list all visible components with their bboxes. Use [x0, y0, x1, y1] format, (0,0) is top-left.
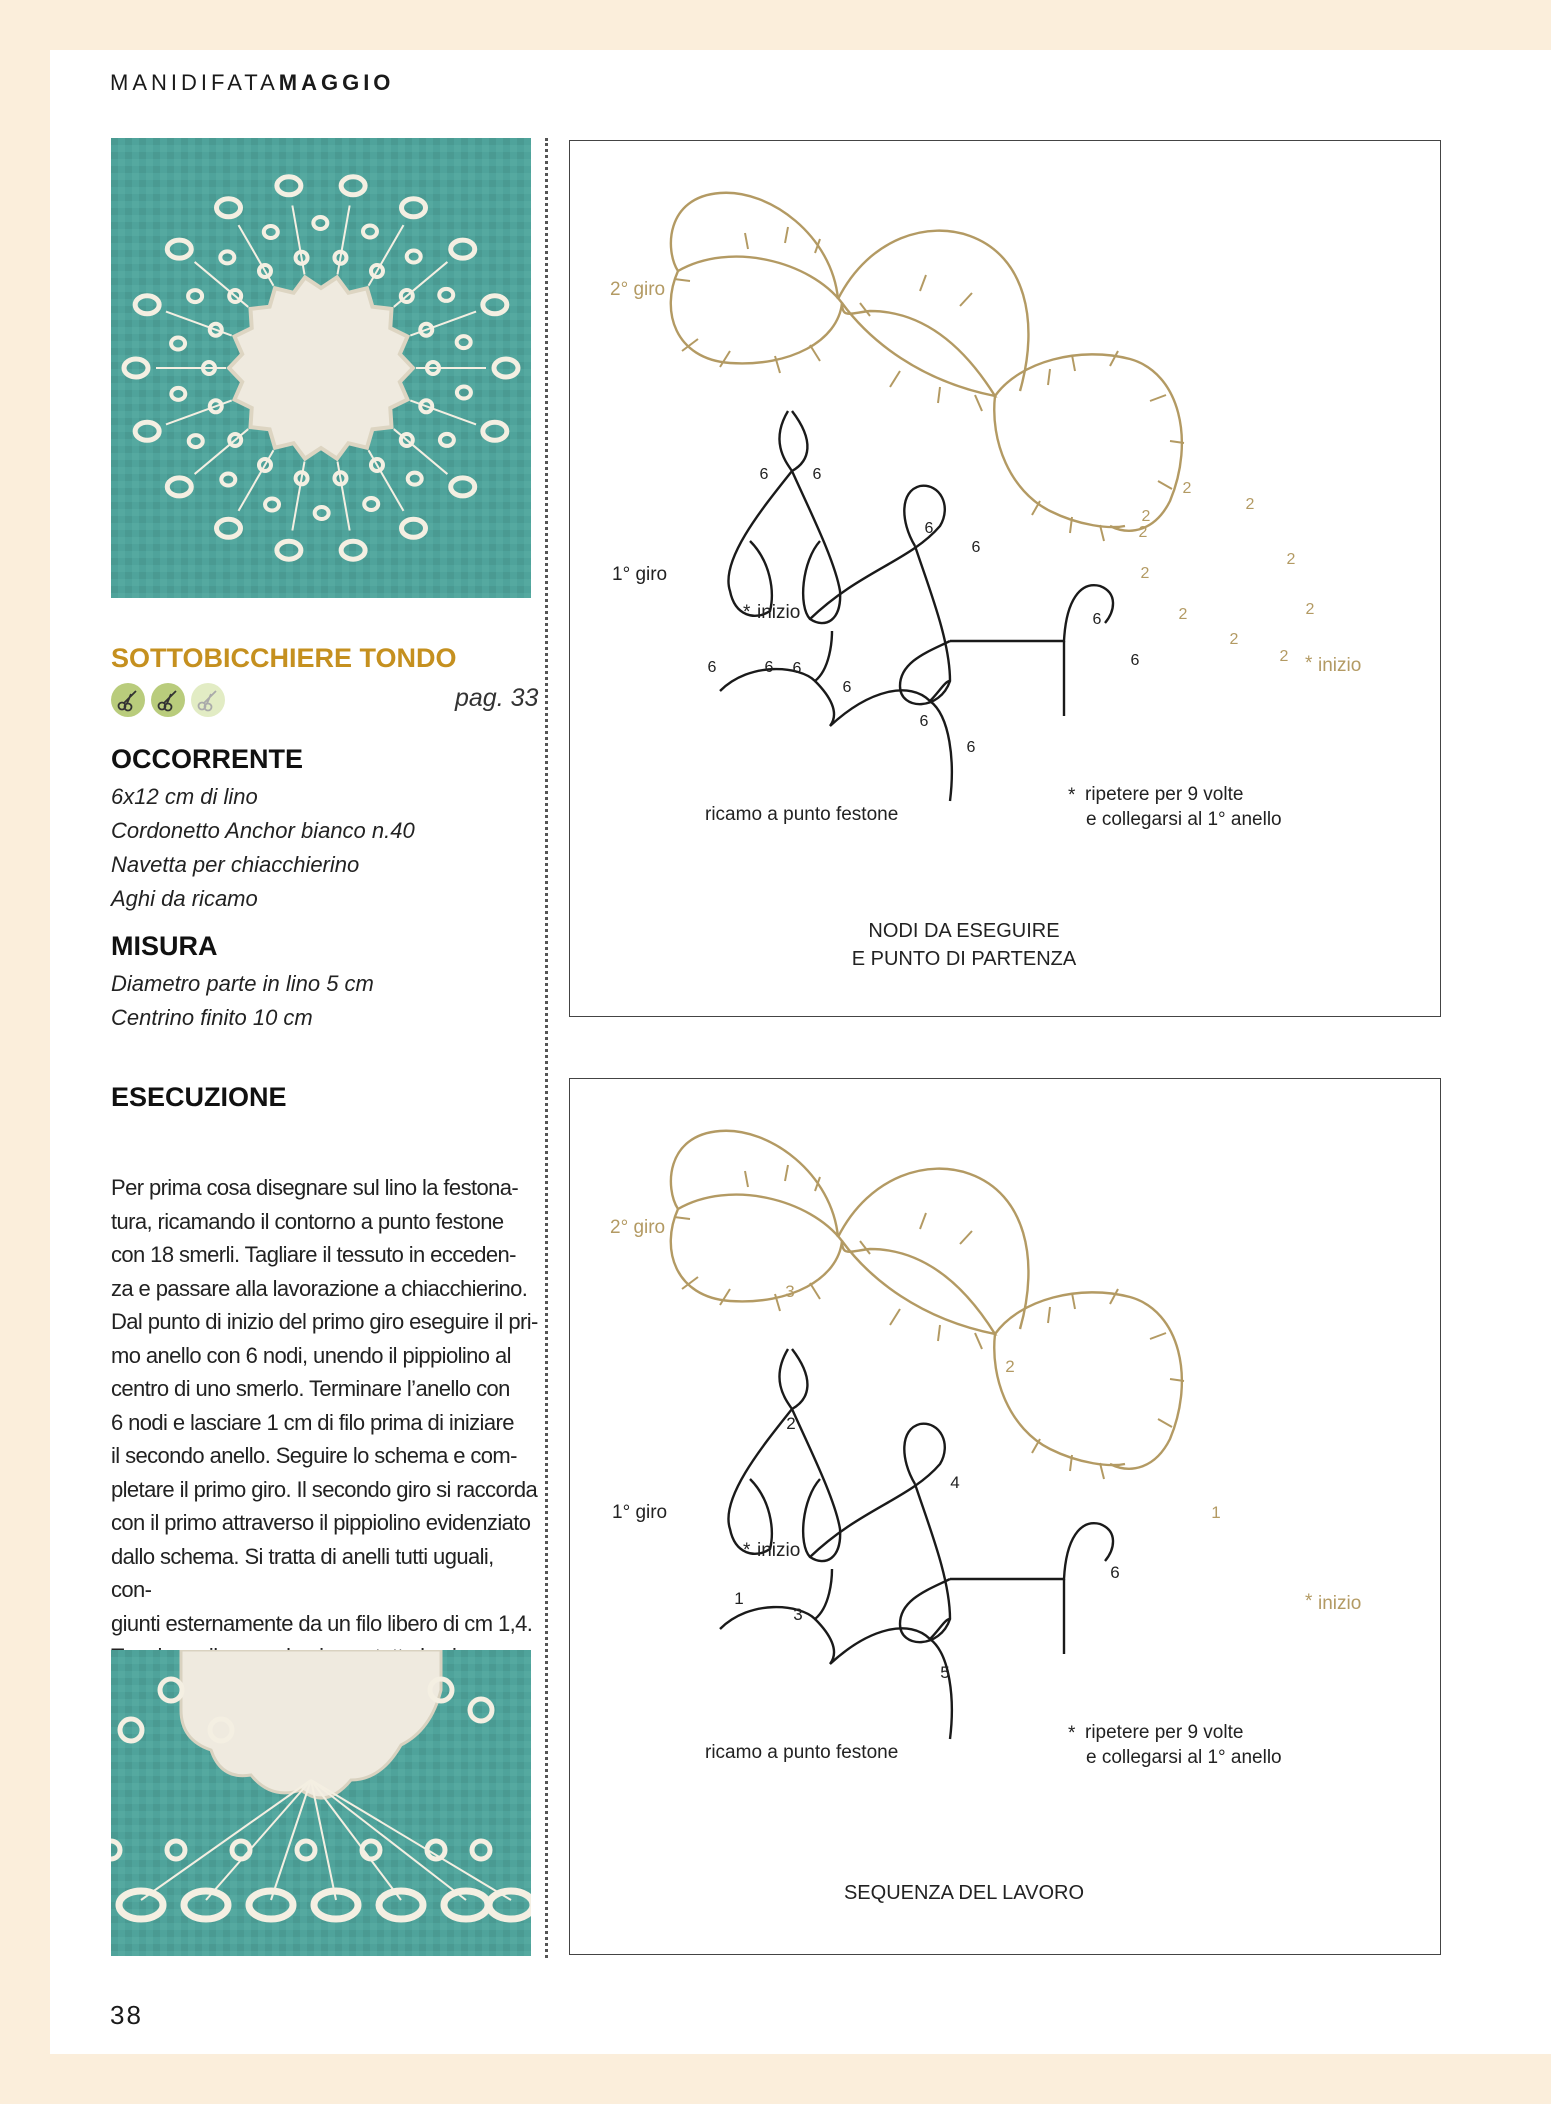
picot-count: 2 [1140, 565, 1150, 582]
magazine-name: MANIDIFATA [110, 70, 279, 95]
picot-count: 2 [1229, 631, 1239, 648]
picot-mark [960, 1231, 972, 1244]
picot-mark [1150, 395, 1166, 401]
round1-label: 1° giro [612, 1502, 668, 1523]
picot-mark [938, 1325, 940, 1341]
round2-label: 2° giro [610, 1217, 666, 1238]
picot-mark [938, 387, 940, 403]
embroidery-label: ricamo a punto festone [705, 804, 899, 825]
outer-ring-outline [671, 193, 838, 299]
list-item: Aghi da ricamo [111, 886, 258, 911]
knot-count: 6 [1092, 611, 1102, 628]
picot-mark [860, 1241, 870, 1254]
text-line: pletare il primo giro. Il secondo giro si raccorda [111, 1476, 538, 1502]
article-title: SOTTOBICCHIERE TONDO [111, 643, 457, 673]
inner-ring-5 [900, 546, 950, 704]
list-item: Centrino finito 10 cm [111, 1005, 313, 1030]
picot-mark [1048, 369, 1050, 385]
picot-mark [745, 233, 748, 249]
embroidery-label: ricamo a punto festone [705, 1742, 899, 1763]
scissors-icon [191, 683, 225, 717]
text-line: dallo schema. Si tratta di anelli tutti uguali, con- [111, 1543, 494, 1602]
text-line: con 18 smerli. Tagliare il tessuto in ecceden- [111, 1242, 516, 1267]
repeat-label-line2: e collegarsi al 1° anello [1086, 1747, 1282, 1768]
scissors-icon [111, 683, 145, 717]
picot-mark [1072, 1293, 1075, 1309]
picot-count: 2 [1141, 508, 1151, 525]
text-line: giunti esternamente da un filo libero di cm 1,4. [111, 1610, 533, 1636]
round1-label: 1° giro [612, 564, 668, 585]
ring-sequence-number: 6 [1110, 1563, 1120, 1582]
magazine-page [50, 50, 1551, 2054]
knot-count: 6 [1130, 652, 1140, 669]
picot-mark [960, 293, 972, 306]
text-line: con il primo attraverso il pippiolino evidenziato [111, 1510, 531, 1535]
ring-sequence-number: 2 [786, 1414, 796, 1433]
picot-mark [1158, 481, 1172, 489]
text-line: mo anello con 6 nodi, unendo il pippiolino al [111, 1342, 511, 1368]
diagram-sequence [569, 1078, 1441, 1955]
instructions-text [111, 1171, 539, 1707]
doily-photo [111, 138, 531, 598]
outer-ring-sequence-number: 3 [785, 1282, 795, 1301]
picot-mark [1048, 1307, 1050, 1323]
materials-list [111, 780, 415, 916]
picot-mark [810, 1283, 820, 1299]
running-head [110, 70, 394, 96]
repeat-label-line2: e collegarsi al 1° anello [1086, 809, 1282, 830]
picot-mark [920, 1213, 926, 1229]
repeat-asterisk: * [1068, 785, 1076, 806]
diagram-caption-line2: E PUNTO DI PARTENZA [851, 948, 1077, 970]
repeat-label-line1: ripetere per 9 volte [1085, 784, 1244, 805]
diagram-knots [569, 140, 1441, 1017]
start-asterisk: * [743, 1540, 751, 1561]
text-line: centro di uno smerlo. Terminare l’anello con [111, 1376, 510, 1401]
picot-mark [975, 395, 982, 411]
start-asterisk: * [743, 602, 751, 623]
picot-count: 2 [1178, 606, 1188, 623]
picot-count: 2 [1182, 480, 1192, 497]
round2-label: 2° giro [610, 279, 666, 300]
inner-ring-2 [779, 1349, 807, 1409]
outer-ring-sequence-number: 1 [1211, 1503, 1221, 1522]
knot-count: 6 [919, 713, 929, 730]
picot-mark [1110, 1289, 1118, 1304]
measurements-list [111, 967, 374, 1035]
picot-mark [785, 227, 788, 243]
picot-mark [674, 1217, 690, 1219]
section-heading-esecuzione: ESECUZIONE [111, 1082, 287, 1112]
outer-ring-outline [671, 1131, 838, 1237]
ring-sequence-number: 1 [734, 1589, 744, 1608]
inner-ring-6 [950, 585, 1113, 641]
knot-count: 6 [966, 739, 976, 756]
list-item: Diametro parte in lino 5 cm [111, 971, 374, 996]
detail-photo [111, 1650, 531, 1956]
start-label-outer: inizio [1318, 1593, 1362, 1614]
picot-count: 2 [1138, 524, 1148, 541]
text-line: 6 nodi e lasciare 1 cm di filo prima di iniziare [111, 1409, 514, 1435]
diagram-caption: SEQUENZA DEL LAVORO [843, 1882, 1085, 1904]
scissors-icon [151, 683, 185, 717]
picot-mark [720, 1289, 730, 1305]
outer-ring-mid [842, 1241, 995, 1334]
diagram-caption-line1: NODI DA ESEGUIRE [868, 920, 1060, 942]
outer-ring-left [671, 1195, 842, 1302]
knot-count: 6 [707, 659, 717, 676]
ring-sequence-number: 3 [793, 1605, 803, 1624]
outer-ring-mid [842, 303, 995, 396]
picot-mark [1158, 1419, 1172, 1427]
picot-mark [1072, 355, 1075, 371]
picot-mark [674, 279, 690, 281]
section-heading-misura: MISURA [111, 931, 218, 961]
start-asterisk-outer: * [1305, 653, 1313, 674]
inner-ring-4 [810, 1424, 945, 1557]
knot-count: 6 [924, 520, 934, 537]
knot-count: 6 [764, 659, 774, 676]
magazine-issue: MAGGIO [278, 70, 395, 95]
knot-count: 6 [792, 660, 802, 677]
start-label: inizio [757, 1540, 801, 1561]
outer-ring-left [671, 257, 842, 364]
picot-count: 2 [1245, 496, 1255, 513]
tatting-diagram-lines [671, 193, 1184, 801]
inner-ring-2 [779, 411, 807, 471]
picot-mark [1150, 1333, 1166, 1339]
list-item: Navetta per chiacchierino [111, 852, 360, 877]
text-line: Dal punto di inizio del primo giro eseguire il pri- [111, 1309, 538, 1334]
list-item: Cordonetto Anchor bianco n.40 [111, 818, 415, 843]
picot-count: 2 [1305, 601, 1315, 618]
picot-count: 2 [1279, 648, 1289, 665]
picot-mark [720, 351, 730, 367]
knot-count: 6 [842, 679, 852, 696]
scallop-join [930, 681, 950, 701]
ring-sequence-number: 4 [950, 1473, 960, 1492]
start-asterisk-outer: * [1305, 1591, 1313, 1612]
knot-count: 6 [812, 466, 822, 483]
ring-sequence-number: 5 [940, 1663, 950, 1682]
inner-ring-1 [728, 1409, 792, 1554]
picot-count: 2 [1286, 551, 1296, 568]
repeat-label-line1: ripetere per 9 volte [1085, 1722, 1244, 1743]
page-number: 38 [110, 2000, 143, 2030]
text-line: za e passare alla lavorazione a chiacchierino. [111, 1275, 528, 1301]
picot-mark [785, 1165, 788, 1181]
picot-mark [745, 1171, 748, 1187]
section-heading-occorrente: OCCORRENTE [111, 744, 304, 774]
tatting-diagram-lines [671, 1131, 1184, 1739]
inner-ring-4 [810, 486, 945, 619]
picot-mark [975, 1333, 982, 1349]
repeat-asterisk: * [1068, 1723, 1076, 1744]
list-item: 6x12 cm di lino [111, 784, 258, 809]
text-line: tura, ricamando il contorno a punto festone [111, 1208, 504, 1234]
text-line: Per prima cosa disegnare sul lino la festona- [111, 1175, 519, 1200]
page-reference: pag. 33 [455, 684, 539, 712]
scallop-join [930, 1619, 950, 1639]
start-label: inizio [757, 602, 801, 623]
outer-ring-right [994, 396, 1125, 527]
text-line: il secondo anello. Seguire lo schema e com- [111, 1443, 517, 1468]
picot-mark [1110, 351, 1118, 366]
inner-ring-6 [950, 1523, 1113, 1579]
column-divider [545, 138, 548, 1958]
inner-ring-1 [728, 471, 792, 616]
inner-ring-5 [900, 1484, 950, 1642]
knot-count: 6 [759, 466, 769, 483]
picot-mark [860, 303, 870, 316]
knot-count: 6 [971, 539, 981, 556]
picot-mark [890, 1309, 900, 1325]
start-label-outer: inizio [1318, 655, 1362, 676]
picot-mark [920, 275, 926, 291]
difficulty-rating [111, 683, 225, 717]
outer-ring-sequence-number: 2 [1005, 1357, 1015, 1376]
picot-mark [810, 345, 820, 361]
outer-ring-right [994, 1334, 1125, 1465]
picot-mark [890, 371, 900, 387]
